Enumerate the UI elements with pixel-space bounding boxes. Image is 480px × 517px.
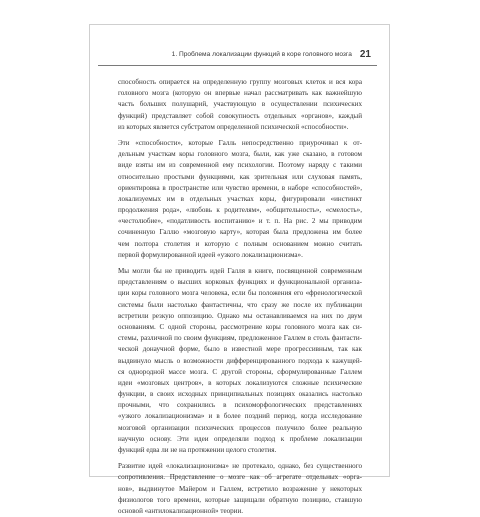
text-line: основой «антилокализационной» теории. [118,506,244,515]
text-line: выдвинуло мысль о возможности дифференцированного подхода к кажущей- [118,356,362,365]
text-line: локализуемых им в отдельных участках коры, фигурировали «инстинкт [118,194,362,203]
text-line: «честолюбие», «податливость воспитанию» и т. п. На рис. 2 мы приводим [118,217,362,226]
text-line: Эти «способности», которые Галль непосредственно приурочивал к от- [118,138,362,147]
text-line: функции, в своих исходных принципиальных позициях оказались настолько [118,390,362,399]
text-line: относительно простыми функциями, как зрительная или слуховая память, [118,172,362,181]
text-line: прочными, что сохранились в психоморфологических представлениях [118,401,362,410]
text-line: чем полтора столетия и которую с полным основанием можно считать [118,239,362,248]
text-line: сочиненную Галлю «мозговую карту», которая была предложена им более [118,228,362,237]
text-line: представлениям о высших корковых функциях и функциональной организа- [118,278,362,287]
text-line: мозговой организации психических процессов получило более реальную [118,423,362,432]
header-rule [98,65,377,66]
text-line: встретили резкую оппозицию. Однако мы останавливаемся на них по двум [118,311,362,320]
text-line: головного мозга (которую он впервые начал рассматривать как важнейшую [118,89,362,98]
text-line: ориентировка в пространстве или чувство времени, в наборе «способностей», [118,183,362,192]
book-page [89,24,390,515]
paragraph-2 [118,138,362,261]
text-line: нов», выдвинутое Майером и Галлем, встретило возражение у некоторых [118,484,362,493]
text-line: ческой донаучной форме, было в известной мере прогрессивным, так как [118,345,362,354]
text-line: виде взяты им из современной ему психологии. Поэтому наряду с такими [118,161,362,170]
text-line: научную основу. Эти идеи определяли подход к проблеме локализации [118,434,362,443]
text-line: часть больших полушарий, участвующую в осуществлении психических [118,100,362,109]
text-line: системы были настолько фантастичны, что сразу же после их публикации [118,300,362,309]
text-line: стемы, различной по своим функциям, предложенное Галлем в столь фантасти- [118,334,362,343]
text-line: первой формулированной идеей «узкого локализационизма». [118,250,303,259]
page-number: 21 [359,48,371,60]
paragraph-3 [118,266,362,456]
page-body [118,77,362,517]
text-line: идеи «мозговых центров», в которых локализуются сложные психические [118,378,362,387]
text-line: сопротивления. Представление о мозге как об агрегате отдельных «орга- [118,473,362,482]
text-line: основаниям. С одной стороны, рассмотрение коры головного мозга как си- [118,322,362,331]
text-line: ся однородной массе мозга. С другой стороны, сформулированные Галлем [118,367,362,376]
text-line: Мы могли бы не приводить идей Галля в книге, посвященной современным [118,267,362,275]
text-line: дельным участкам коры головного мозга, были, как уже сказано, в готовом [118,150,362,159]
text-line: способность опирается на определенную группу мозговых клеток и вся кора [118,78,362,86]
paragraph-4 [118,461,362,517]
paragraph-1 [118,77,362,133]
text-line: из которых является субстратом определенной психической «способности». [118,122,349,131]
text-line: функций) представляет собой совокупность отдельных «органов», каждый [118,111,362,120]
text-line: «узкого локализационизма» и в более поздний период, когда исследование [118,412,362,421]
text-line: ции коры головного мозга человека, если бы положения его «френологической [118,289,362,298]
text-line: функций едва ли не на протяжении целого столетия. [118,446,277,454]
running-title: 1. Проблема локализации функций в коре головного мозга [171,50,352,58]
text-line: Развитие идей «локализационизма» не протекало, однако, без существенного [118,462,362,471]
text-line: физиологов того времени, которые защищали обратную позицию, ставшую [118,495,362,504]
running-header [98,45,371,63]
text-line: продолжения рода», «любовь к родителям», «общительность», «смелость», [118,206,362,215]
